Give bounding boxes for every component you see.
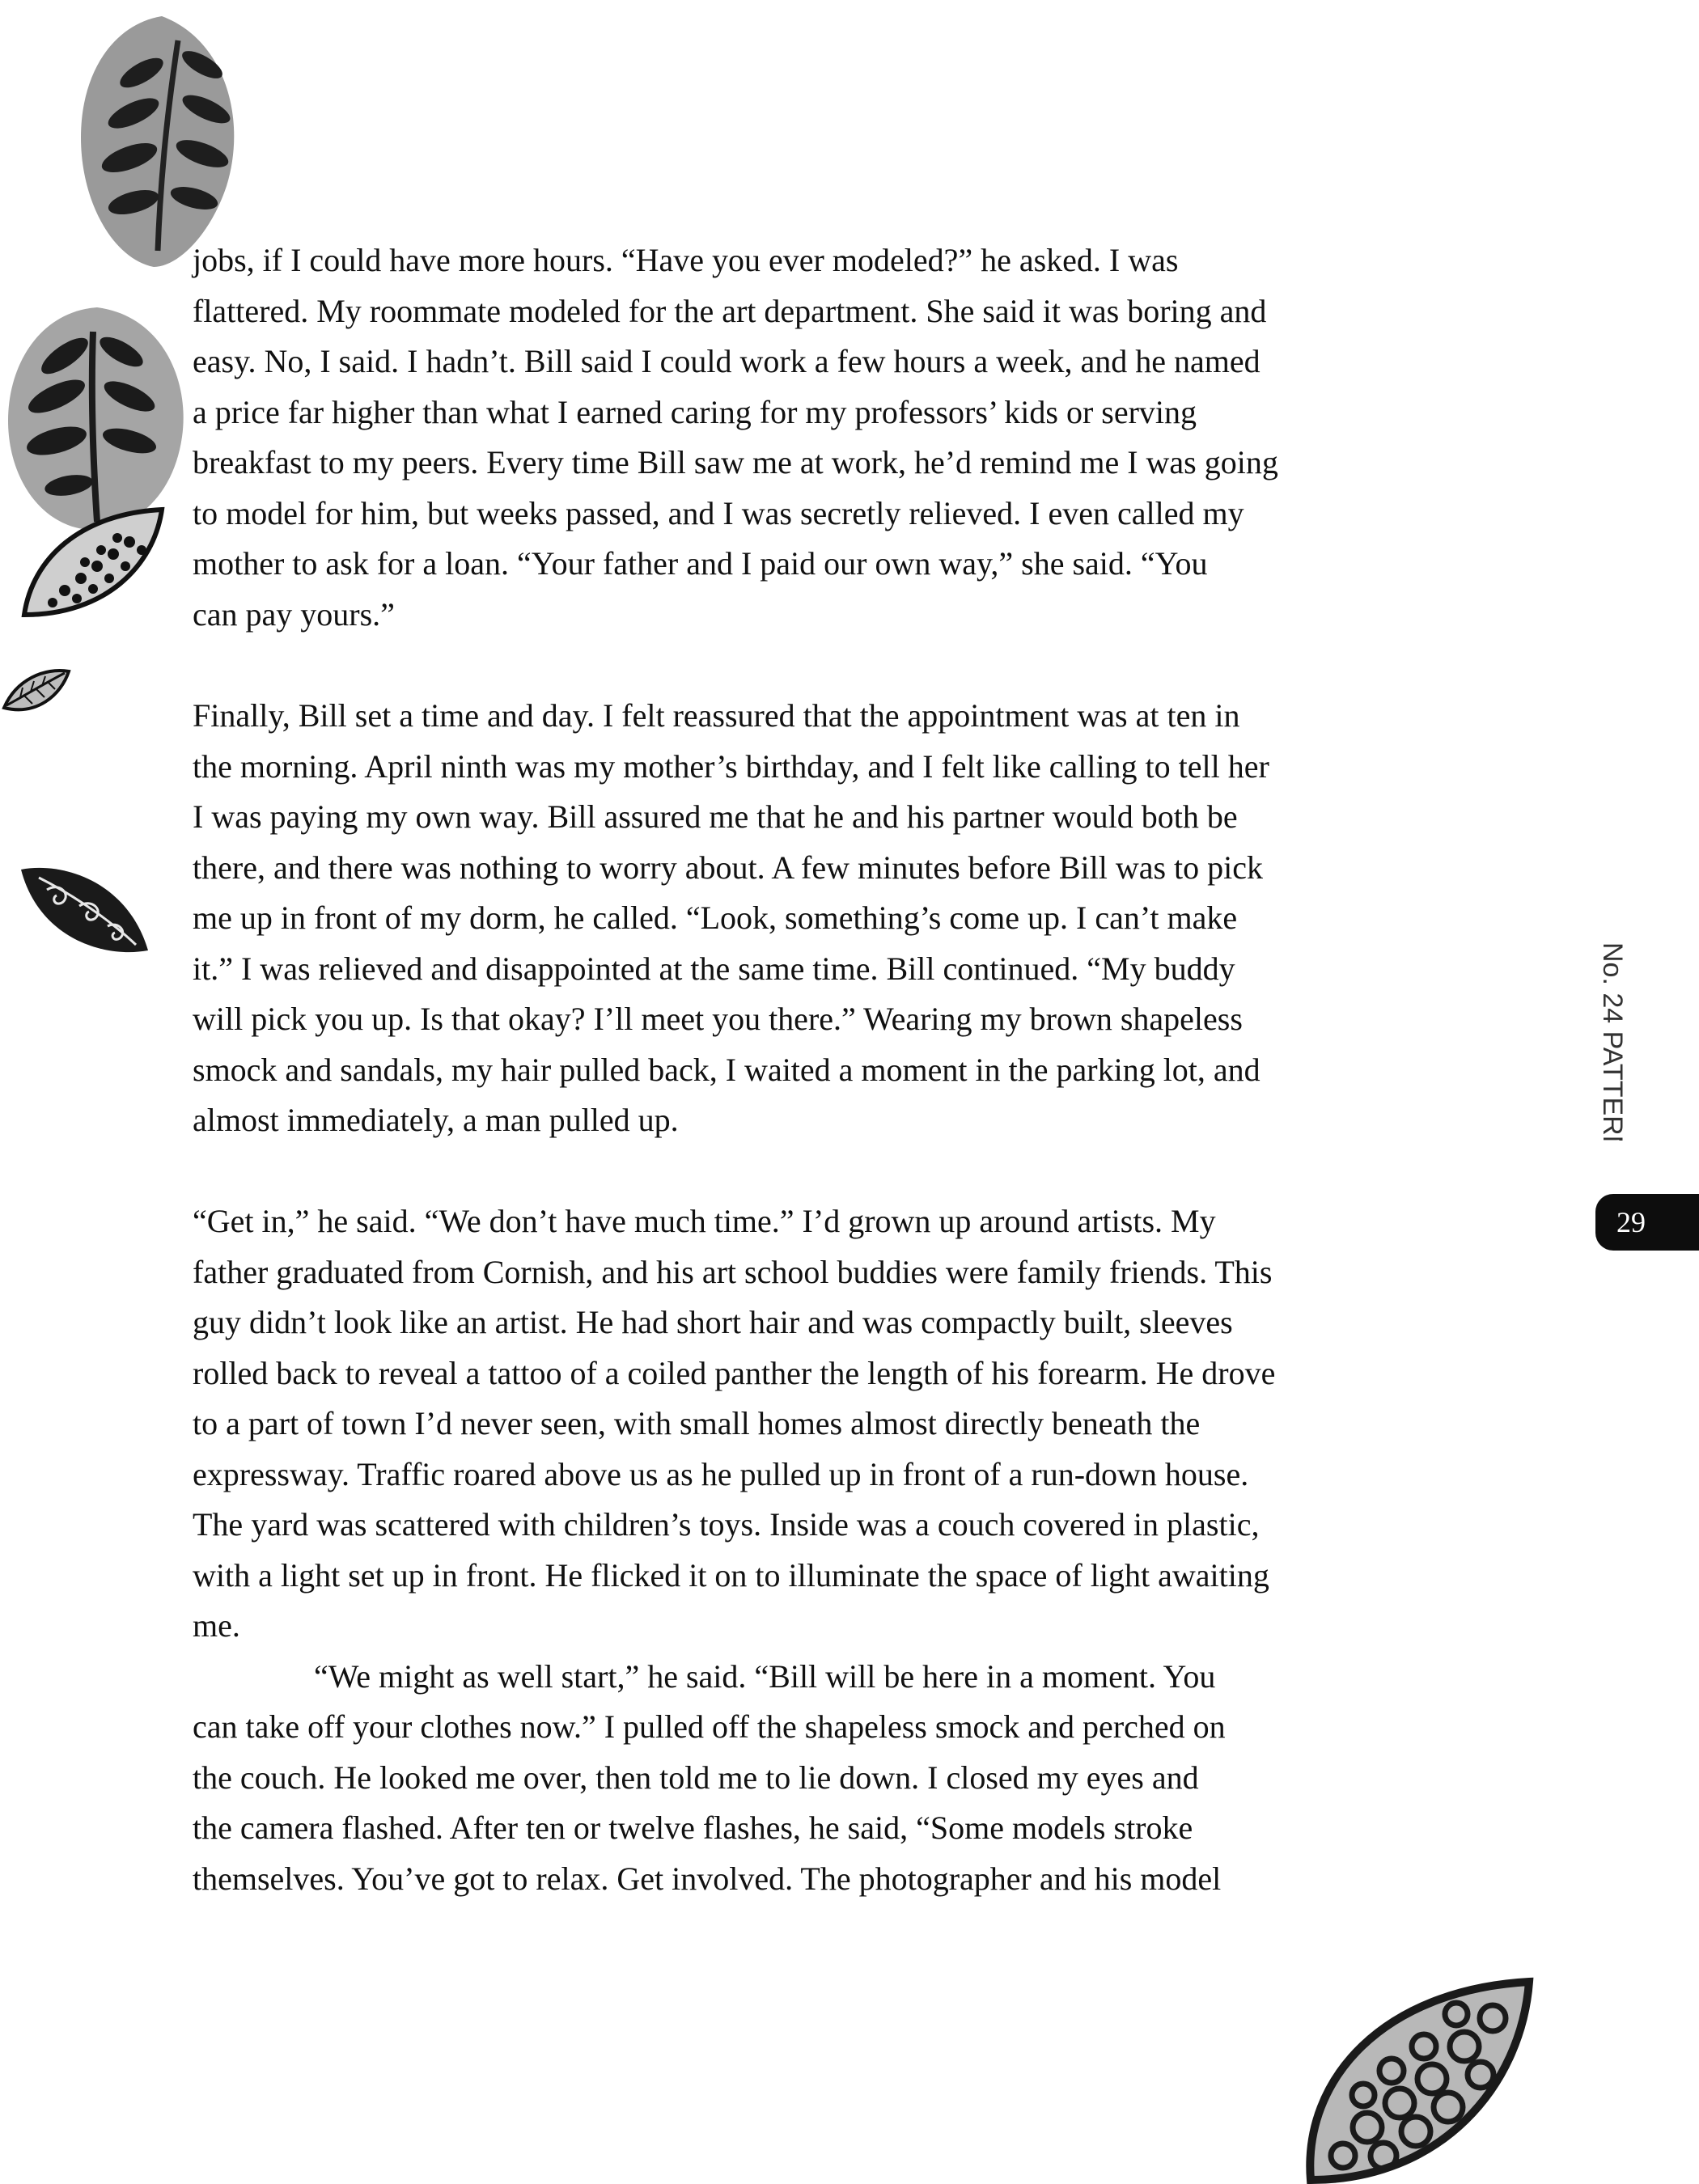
text-line: easy. No, I said. I hadn’t. Bill said I could work a few hours a week, and he named xyxy=(193,343,1260,379)
page-number: 29 xyxy=(1616,1206,1646,1238)
text-line: the camera flashed. After ten or twelve flashes, he said, “Some models stroke xyxy=(193,1809,1193,1846)
text-line: to model for him, but weeks passed, and I was secretly relieved. I even called my xyxy=(193,494,1244,531)
paragraph-3 xyxy=(193,1196,1438,1904)
leaf-illustration-ornamental xyxy=(15,857,152,963)
text-line: jobs, if I could have more hours. “Have you ever modeled?” he asked. I was xyxy=(193,242,1179,278)
text-line: the couch. He looked me over, then told me to lie down. I closed my eyes and xyxy=(193,1759,1199,1796)
text-line: can pay yours.” xyxy=(193,595,395,633)
text-line: Finally, Bill set a time and day. I felt reassured that the appointment was at ten in xyxy=(193,697,1240,734)
text-line: a price far higher than what I earned caring for my professors’ kids or serving xyxy=(193,393,1197,430)
paragraph-1 xyxy=(193,235,1438,640)
text-line: it.” I was relieved and disappointed at the same time. Bill continued. “My buddy xyxy=(193,950,1235,987)
text-line: “We might as well start,” he said. “Bill will be here in a moment. You xyxy=(314,1657,1216,1695)
text-line: can take off your clothes now.” I pulled off the shapeless smock and perched on xyxy=(193,1708,1226,1745)
text-line: the morning. April ninth was my mother’s birthday, and I felt like calling to tell her xyxy=(193,747,1269,785)
text-line: expressway. Traffic roared above us as he pulled up in front of a run-down house. xyxy=(193,1455,1249,1492)
text-line: me up in front of my dorm, he called. “Look, something’s come up. I can’t make xyxy=(193,899,1238,936)
journal-title-sidebar xyxy=(1579,938,1652,1141)
text-line: smock and sandals, my hair pulled back, I waited a moment in the parking lot, and xyxy=(193,1051,1260,1088)
text-line: there, and there was nothing to worry about. A few minutes before Bill was to pick xyxy=(193,849,1264,886)
text-line: mother to ask for a loan. “Your father and I paid our own way,” she said. “You xyxy=(193,545,1208,582)
text-line: guy didn’t look like an artist. He had short hair and was compactly built, sleeves xyxy=(193,1304,1233,1340)
text-line: me. xyxy=(193,1607,240,1644)
text-line: The yard was scattered with children’s toys. Inside was a couch covered in plastic, xyxy=(193,1506,1260,1543)
text-line: almost immediately, a man pulled up. xyxy=(193,1102,679,1138)
text-line: with a light set up in front. He flicked it on to illuminate the space of light awaiting xyxy=(193,1556,1269,1594)
text-line: to a part of town I’d never seen, with small homes almost directly beneath the xyxy=(193,1405,1201,1441)
leaf-illustration-bottom xyxy=(1294,1966,1537,2184)
text-line: father graduated from Cornish, and his art school buddies were family friends. This xyxy=(193,1253,1273,1290)
text-line: flattered. My roommate modeled for the art department. She said it was boring and xyxy=(193,292,1267,329)
text-line: breakfast to my peers. Every time Bill saw me at work, he’d remind me I was going xyxy=(193,444,1278,480)
leaf-illustration-tiny xyxy=(0,663,73,720)
paragraph-2 xyxy=(193,691,1438,1146)
text-line: “Get in,” he said. “We don’t have much time.” I’d grown up around artists. My xyxy=(193,1203,1216,1239)
text-line: themselves. You’ve got to relax. Get involved. The photographer and his model xyxy=(193,1860,1222,1897)
text-line: rolled back to reveal a tattoo of a coiled panther the length of his forearm. He drove xyxy=(193,1354,1276,1391)
text-line: I was paying my own way. Bill assured me that he and his partner would both be xyxy=(193,798,1238,835)
leaf-illustration-middle xyxy=(0,299,194,534)
leaf-illustration-patterned-small xyxy=(16,502,170,623)
text-line: will pick you up. Is that okay? I’ll meet you there.” Wearing my brown shapeless xyxy=(193,1001,1243,1037)
page-number-tab xyxy=(1595,1194,1699,1251)
journal-title: No. 24 PATTERNS xyxy=(1597,942,1628,1141)
